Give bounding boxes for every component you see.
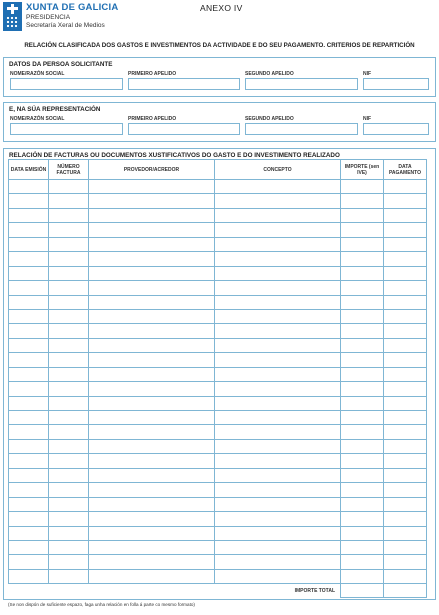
concept-cell[interactable]: [215, 382, 341, 396]
supplier-cell[interactable]: [89, 555, 215, 569]
payment-date-cell[interactable]: [384, 396, 427, 410]
payment-date-cell[interactable]: [384, 281, 427, 295]
invoice-number-cell[interactable]: [49, 194, 89, 208]
supplier-cell[interactable]: [89, 353, 215, 367]
issue-date-cell[interactable]: [9, 338, 49, 352]
payment-date-cell[interactable]: [384, 468, 427, 482]
supplier-cell[interactable]: [89, 483, 215, 497]
total-row: [9, 584, 427, 598]
amount-cell[interactable]: [341, 367, 384, 381]
issue-date-cell[interactable]: [9, 353, 49, 367]
supplier-cell[interactable]: [89, 252, 215, 266]
supplier-cell[interactable]: [89, 396, 215, 410]
table-row: [9, 411, 427, 425]
table-row: [9, 252, 427, 266]
payment-date-cell[interactable]: [384, 266, 427, 280]
applicant-surname1-field[interactable]: [128, 78, 240, 90]
concept-cell[interactable]: [215, 468, 341, 482]
invoice-number-cell[interactable]: [49, 180, 89, 194]
total-label: IMPORTE TOTAL: [294, 588, 335, 594]
invoice-number-cell[interactable]: [49, 454, 89, 468]
supplier-cell[interactable]: [89, 540, 215, 554]
supplier-cell[interactable]: [89, 180, 215, 194]
invoice-number-cell[interactable]: [49, 223, 89, 237]
invoice-number-cell[interactable]: [49, 237, 89, 251]
payment-date-cell[interactable]: [384, 194, 427, 208]
amount-cell[interactable]: [341, 180, 384, 194]
table-row: [9, 367, 427, 381]
invoice-number-cell[interactable]: [49, 512, 89, 526]
concept-cell[interactable]: [215, 309, 341, 323]
amount-cell[interactable]: [341, 483, 384, 497]
concept-cell[interactable]: [215, 353, 341, 367]
amount-cell[interactable]: [341, 396, 384, 410]
invoices-section-title: RELACIÓN DE FACTURAS OU DOCUMENTOS XUSTIFICATIVOS DO GASTO E DO INVESTIMENTO REALIZADO: [9, 152, 340, 159]
issue-date-cell[interactable]: [9, 281, 49, 295]
amount-cell[interactable]: [341, 338, 384, 352]
supplier-cell[interactable]: [89, 266, 215, 280]
table-row: [9, 194, 427, 208]
applicant-surname2-field[interactable]: [245, 78, 358, 90]
concept-cell[interactable]: [215, 526, 341, 540]
payment-date-cell[interactable]: [384, 540, 427, 554]
concept-cell[interactable]: [215, 454, 341, 468]
concept-cell[interactable]: [215, 223, 341, 237]
representative-nif-label: NIF: [363, 116, 372, 122]
issue-date-cell[interactable]: [9, 468, 49, 482]
table-row: [9, 555, 427, 569]
table-row: [9, 483, 427, 497]
amount-cell[interactable]: [341, 252, 384, 266]
supplier-cell[interactable]: [89, 309, 215, 323]
amount-cell[interactable]: [341, 439, 384, 453]
issue-date-cell[interactable]: [9, 512, 49, 526]
issue-date-cell[interactable]: [9, 309, 49, 323]
concept-cell[interactable]: [215, 252, 341, 266]
invoice-number-cell[interactable]: [49, 295, 89, 309]
concept-cell[interactable]: [215, 338, 341, 352]
supplier-cell[interactable]: [89, 208, 215, 222]
supplier-cell[interactable]: [89, 526, 215, 540]
amount-cell[interactable]: [341, 512, 384, 526]
table-row: [9, 180, 427, 194]
table-row: [9, 468, 427, 482]
issue-date-cell[interactable]: [9, 425, 49, 439]
invoice-number-cell[interactable]: [49, 338, 89, 352]
payment-date-cell[interactable]: [384, 483, 427, 497]
column-header-amount: IMPORTE (sen IVE): [341, 160, 384, 180]
payment-date-cell[interactable]: [384, 353, 427, 367]
payment-date-cell[interactable]: [384, 223, 427, 237]
table-row: [9, 208, 427, 222]
table-row: [9, 540, 427, 554]
issue-date-cell[interactable]: [9, 483, 49, 497]
table-row: [9, 396, 427, 410]
payment-date-cell[interactable]: [384, 208, 427, 222]
supplier-cell[interactable]: [89, 454, 215, 468]
supplier-cell[interactable]: [89, 295, 215, 309]
invoice-number-cell[interactable]: [49, 569, 89, 583]
applicant-nif-label: NIF: [363, 71, 372, 77]
table-row: [9, 266, 427, 280]
invoice-number-cell[interactable]: [49, 252, 89, 266]
amount-cell[interactable]: [341, 540, 384, 554]
invoice-number-cell[interactable]: [49, 353, 89, 367]
issue-date-cell[interactable]: [9, 411, 49, 425]
payment-date-cell[interactable]: [384, 367, 427, 381]
applicant-section: [3, 57, 436, 97]
concept-cell[interactable]: [215, 512, 341, 526]
amount-cell[interactable]: [341, 237, 384, 251]
payment-date-cell[interactable]: [384, 338, 427, 352]
issue-date-cell[interactable]: [9, 252, 49, 266]
amount-cell[interactable]: [341, 309, 384, 323]
table-row: [9, 309, 427, 323]
table-row: [9, 324, 427, 338]
issue-date-cell[interactable]: [9, 295, 49, 309]
issue-date-cell[interactable]: [9, 439, 49, 453]
representative-surname2-field[interactable]: [245, 123, 358, 135]
payment-date-cell[interactable]: [384, 324, 427, 338]
invoice-number-cell[interactable]: [49, 425, 89, 439]
issue-date-cell[interactable]: [9, 454, 49, 468]
column-header-payment-date: DATA PAGAMENTO: [384, 160, 427, 180]
invoice-number-cell[interactable]: [49, 468, 89, 482]
table-row: [9, 497, 427, 511]
payment-date-cell[interactable]: [384, 555, 427, 569]
issue-date-cell[interactable]: [9, 237, 49, 251]
concept-cell[interactable]: [215, 396, 341, 410]
amount-cell[interactable]: [341, 497, 384, 511]
applicant-nif-field[interactable]: [363, 78, 429, 90]
table-row: [9, 281, 427, 295]
table-row: [9, 237, 427, 251]
table-row: [9, 382, 427, 396]
payment-date-cell[interactable]: [384, 425, 427, 439]
department-name: PRESIDENCIA: [26, 14, 71, 21]
amount-cell[interactable]: [341, 454, 384, 468]
invoice-number-cell[interactable]: [49, 497, 89, 511]
issue-date-cell[interactable]: [9, 208, 49, 222]
issue-date-cell[interactable]: [9, 180, 49, 194]
column-header-supplier: PROVEDOR/ACREDOR: [89, 160, 215, 180]
concept-cell[interactable]: [215, 483, 341, 497]
payment-date-cell[interactable]: [384, 439, 427, 453]
supplier-cell[interactable]: [89, 512, 215, 526]
applicant-surname1-label: PRIMEIRO APELIDO: [128, 71, 177, 77]
supplier-cell[interactable]: [89, 468, 215, 482]
concept-cell[interactable]: [215, 367, 341, 381]
issue-date-cell[interactable]: [9, 497, 49, 511]
concept-cell[interactable]: [215, 266, 341, 280]
supplier-cell[interactable]: [89, 237, 215, 251]
document-title: RELACIÓN CLASIFICADA DOS GASTOS E INVESTIMENTOS DA ACTIVIDADE E DO SEU PAGAMENTO. CRITERIOS DE REPARTICIÓN: [24, 42, 415, 49]
payment-date-cell[interactable]: [384, 180, 427, 194]
table-row: [9, 223, 427, 237]
representative-name-label: NOME/RAZÓN SOCIAL: [10, 116, 65, 122]
representative-nif-field[interactable]: [363, 123, 429, 135]
payment-date-cell[interactable]: [384, 382, 427, 396]
supplier-cell[interactable]: [89, 411, 215, 425]
payment-date-cell[interactable]: [384, 411, 427, 425]
issue-date-cell[interactable]: [9, 367, 49, 381]
invoice-number-cell[interactable]: [49, 266, 89, 280]
concept-cell[interactable]: [215, 411, 341, 425]
supplier-cell[interactable]: [89, 382, 215, 396]
table-row: [9, 569, 427, 583]
concept-cell[interactable]: [215, 540, 341, 554]
applicant-name-field[interactable]: [10, 78, 123, 90]
amount-cell[interactable]: [341, 194, 384, 208]
amount-cell[interactable]: [341, 569, 384, 583]
amount-cell[interactable]: [341, 223, 384, 237]
amount-cell[interactable]: [341, 555, 384, 569]
payment-date-cell[interactable]: [384, 497, 427, 511]
supplier-cell[interactable]: [89, 281, 215, 295]
invoices-header-row: [9, 160, 427, 180]
table-row: [9, 338, 427, 352]
supplier-cell[interactable]: [89, 324, 215, 338]
amount-cell[interactable]: [341, 425, 384, 439]
concept-cell[interactable]: [215, 555, 341, 569]
applicant-surname2-label: SEGUNDO APELIDO: [245, 71, 294, 77]
dots-pattern-icon: [6, 16, 19, 29]
invoice-number-cell[interactable]: [49, 396, 89, 410]
total-empty-cell: [384, 584, 427, 598]
amount-cell[interactable]: [341, 411, 384, 425]
amount-cell[interactable]: [341, 324, 384, 338]
issue-date-cell[interactable]: [9, 396, 49, 410]
table-row: [9, 353, 427, 367]
column-header-issue-date: DATA EMISIÓN: [9, 160, 49, 180]
payment-date-cell[interactable]: [384, 237, 427, 251]
annex-label: ANEXO IV: [200, 3, 243, 13]
issue-date-cell[interactable]: [9, 526, 49, 540]
table-row: [9, 526, 427, 540]
payment-date-cell[interactable]: [384, 454, 427, 468]
invoice-number-cell[interactable]: [49, 526, 89, 540]
invoice-number-cell[interactable]: [49, 309, 89, 323]
org-name: XUNTA DE GALICIA: [26, 2, 119, 13]
concept-cell[interactable]: [215, 569, 341, 583]
payment-date-cell[interactable]: [384, 512, 427, 526]
table-row: [9, 425, 427, 439]
payment-date-cell[interactable]: [384, 295, 427, 309]
representative-surname2-label: SEGUNDO APELIDO: [245, 116, 294, 122]
cross-icon: [7, 4, 18, 14]
total-amount-field[interactable]: [341, 584, 384, 598]
amount-cell[interactable]: [341, 526, 384, 540]
invoice-number-cell[interactable]: [49, 439, 89, 453]
representative-surname1-label: PRIMEIRO APELIDO: [128, 116, 177, 122]
amount-cell[interactable]: [341, 208, 384, 222]
concept-cell[interactable]: [215, 281, 341, 295]
issue-date-cell[interactable]: [9, 569, 49, 583]
invoice-number-cell[interactable]: [49, 540, 89, 554]
payment-date-cell[interactable]: [384, 309, 427, 323]
column-header-concept: CONCEPTO: [215, 160, 341, 180]
concept-cell[interactable]: [215, 324, 341, 338]
table-row: [9, 439, 427, 453]
concept-cell[interactable]: [215, 425, 341, 439]
concept-cell[interactable]: [215, 208, 341, 222]
invoice-number-cell[interactable]: [49, 281, 89, 295]
applicant-section-title: DATOS DA PERSOA SOLICITANTE: [9, 61, 113, 68]
representative-section: [3, 102, 436, 142]
amount-cell[interactable]: [341, 295, 384, 309]
supplier-cell[interactable]: [89, 569, 215, 583]
amount-cell[interactable]: [341, 382, 384, 396]
table-row: [9, 295, 427, 309]
amount-cell[interactable]: [341, 468, 384, 482]
amount-cell[interactable]: [341, 266, 384, 280]
subdepartment-name: Secretaría Xeral de Medios: [26, 22, 105, 29]
invoice-number-cell[interactable]: [49, 382, 89, 396]
invoice-number-cell[interactable]: [49, 367, 89, 381]
invoice-number-cell[interactable]: [49, 208, 89, 222]
concept-cell[interactable]: [215, 194, 341, 208]
concept-cell[interactable]: [215, 497, 341, 511]
applicant-name-label: NOME/RAZÓN SOCIAL: [10, 71, 65, 77]
concept-cell[interactable]: [215, 180, 341, 194]
xunta-logo-icon: [3, 2, 22, 31]
table-row: [9, 512, 427, 526]
invoice-number-cell[interactable]: [49, 555, 89, 569]
invoices-table: [8, 159, 427, 598]
payment-date-cell[interactable]: [384, 526, 427, 540]
invoice-number-cell[interactable]: [49, 411, 89, 425]
representative-surname1-field[interactable]: [128, 123, 240, 135]
concept-cell[interactable]: [215, 295, 341, 309]
payment-date-cell[interactable]: [384, 569, 427, 583]
concept-cell[interactable]: [215, 237, 341, 251]
supplier-cell[interactable]: [89, 367, 215, 381]
supplier-cell[interactable]: [89, 338, 215, 352]
column-header-invoice-number: NÚMERO FACTURA: [49, 160, 89, 180]
supplier-cell[interactable]: [89, 425, 215, 439]
issue-date-cell[interactable]: [9, 266, 49, 280]
amount-cell[interactable]: [341, 353, 384, 367]
representative-section-title: E, NA SÚA REPRESENTACIÓN: [9, 106, 101, 113]
invoice-number-cell[interactable]: [49, 324, 89, 338]
concept-cell[interactable]: [215, 439, 341, 453]
supplier-cell[interactable]: [89, 223, 215, 237]
issue-date-cell[interactable]: [9, 194, 49, 208]
footnote: (Se non dispón de suficiente espazo, faga unha relación en folla á parte co mesmo formato): [8, 602, 195, 607]
representative-name-field[interactable]: [10, 123, 123, 135]
invoice-number-cell[interactable]: [49, 483, 89, 497]
supplier-cell[interactable]: [89, 497, 215, 511]
supplier-cell[interactable]: [89, 439, 215, 453]
table-row: [9, 454, 427, 468]
payment-date-cell[interactable]: [384, 252, 427, 266]
issue-date-cell[interactable]: [9, 324, 49, 338]
issue-date-cell[interactable]: [9, 555, 49, 569]
supplier-cell[interactable]: [89, 194, 215, 208]
issue-date-cell[interactable]: [9, 223, 49, 237]
issue-date-cell[interactable]: [9, 540, 49, 554]
issue-date-cell[interactable]: [9, 382, 49, 396]
amount-cell[interactable]: [341, 281, 384, 295]
